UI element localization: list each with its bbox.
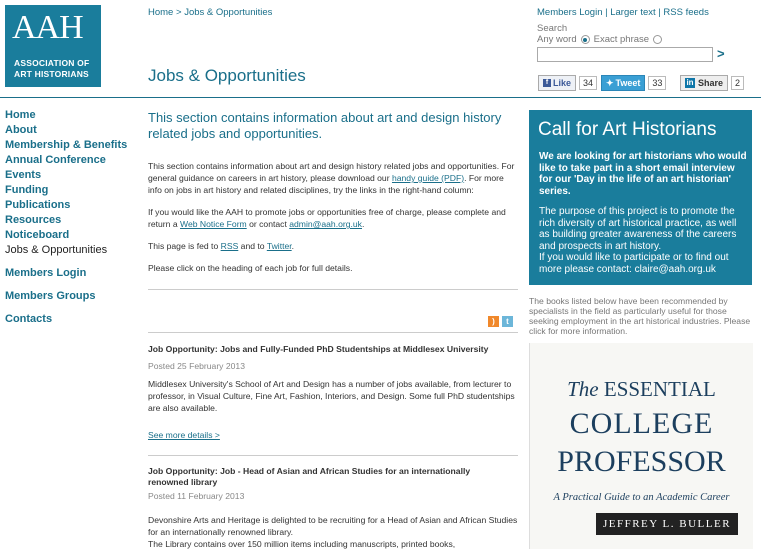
linkedin-icon: in: [686, 78, 694, 87]
breadcrumb-home[interactable]: Home: [148, 7, 174, 18]
book-author: JEFFREY L. BULLER: [596, 513, 738, 535]
exact-phrase-label: Exact phrase: [593, 34, 650, 45]
facebook-like-button[interactable]: f Like: [538, 75, 576, 91]
nav-home[interactable]: Home: [5, 109, 36, 121]
members-login-link[interactable]: Members Login: [537, 7, 603, 18]
nav-members-login[interactable]: Members Login: [5, 267, 87, 279]
rss-feeds-link[interactable]: RSS feeds: [663, 7, 709, 18]
job-title-1[interactable]: Job Opportunity: Jobs and Fully-Funded PhD Studentships at Middlesex University: [148, 344, 489, 354]
rss-icon[interactable]: ): [488, 316, 499, 327]
job-title-2[interactable]: Job Opportunity: Job - Head of Asian and African Studies for an internationally renowned library: [148, 466, 471, 487]
job-date-1: Posted 25 February 2013: [148, 361, 245, 371]
aah-logo[interactable]: [5, 5, 101, 87]
content-divider: [148, 289, 518, 290]
job-date-2: Posted 11 February 2013: [148, 491, 245, 501]
header-divider: [0, 97, 761, 98]
books-note: The books listed below have been recommended by specialists in the field as particularly useful for those seeking employment in the art historical industries. Please click for more information.: [529, 296, 751, 336]
breadcrumb: Home > Jobs & Opportunities: [148, 7, 273, 18]
see-more-details-link[interactable]: See more details >: [148, 430, 220, 440]
job-body-2: Devonshire Arts and Heritage is delighted to be recruiting for a Head of Asian and African Studies for an internationally renowned library. The Library contains over 150 million items including manuscripts, printed books,: [148, 515, 518, 549]
tweet-count: 33: [648, 76, 666, 90]
job-divider-1: [148, 332, 518, 333]
twitter-icon[interactable]: t: [502, 316, 513, 327]
page-title: Jobs & Opportunities: [148, 66, 306, 85]
twitter-share: [601, 76, 666, 90]
promote-paragraph: If you would like the AAH to promote jobs or opportunities free of charge, please complete and return a Web Notice Form or contact admin@aah.org.uk.: [148, 207, 506, 229]
search-options: [537, 34, 662, 45]
nav-jobs-current[interactable]: Jobs & Opportunities: [5, 244, 108, 256]
twitter-bird-icon: ✦: [606, 77, 614, 88]
larger-text-link[interactable]: Larger text: [610, 7, 656, 18]
nav-about[interactable]: About: [5, 124, 37, 136]
facebook-like-count: 34: [579, 76, 597, 90]
nav-events[interactable]: Events: [5, 169, 42, 181]
search-input[interactable]: [537, 47, 713, 62]
left-nav: [5, 108, 127, 327]
call-for-art-historians-box: [529, 110, 752, 285]
intro-heading: This section contains information about art and design history related jobs and opportunities.: [148, 110, 502, 141]
feed-icons: [488, 316, 513, 327]
handy-guide-link[interactable]: handy guide (PDF): [391, 173, 465, 183]
book-title-line2: COLLEGE: [569, 407, 714, 440]
feed-paragraph: This page is fed to RSS and to Twitter.: [148, 241, 295, 251]
linkedin-share-button[interactable]: in Share: [680, 75, 728, 91]
nav-noticeboard[interactable]: Noticeboard: [5, 229, 70, 241]
tweet-button[interactable]: ✦ Tweet: [601, 75, 645, 91]
nav-annual-conference[interactable]: Annual Conference: [5, 154, 106, 166]
main-content: [148, 110, 518, 274]
nav-membership[interactable]: Membership & Benefits: [5, 139, 128, 151]
search-submit-button[interactable]: >: [717, 46, 725, 61]
utility-links: Members Login | Larger text | RSS feeds: [537, 7, 709, 18]
breadcrumb-current: Jobs & Opportunities: [184, 7, 273, 18]
search-label: Search: [537, 23, 568, 34]
logo-text: AAH: [12, 9, 83, 46]
click-heading-note: Please click on the heading of each job for full details.: [148, 263, 353, 273]
twitter-link[interactable]: Twitter: [266, 241, 292, 251]
linkedin-count: 2: [731, 76, 744, 90]
any-word-radio[interactable]: [581, 35, 590, 44]
any-word-label: Any word: [537, 34, 577, 45]
callbox-heading: Call for Art Historians: [538, 119, 717, 140]
book-cover[interactable]: [529, 343, 753, 549]
nav-members-groups[interactable]: Members Groups: [5, 290, 96, 302]
job-body-1: Middlesex University's School of Art and Design has a number of jobs available, from lecturer to professor, in Visual Culture, Fine Art, Fashion, Interiors, and Design. Some full PhD studentships are also available.: [148, 379, 515, 413]
facebook-icon: f: [543, 79, 551, 87]
book-title-line3: PROFESSOR: [557, 445, 726, 478]
exact-phrase-radio[interactable]: [653, 35, 662, 44]
callbox-bold-text: We are looking for art historians who would like to take part in a short email interview for our 'Day in the life of an art historian' series.: [539, 151, 747, 197]
book-title-line1: The ESSENTIAL: [567, 377, 716, 401]
nav-resources[interactable]: Resources: [5, 214, 62, 226]
book-subtitle: A Practical Guide to an Academic Career: [553, 492, 730, 503]
callbox-text: The purpose of this project is to promote the rich diversity of art historical practice, as well as building greater awareness of the careers and prospects in art history.: [539, 206, 737, 252]
job-divider-2: [148, 455, 518, 456]
intro-paragraph: This section contains information about art and design history related jobs and opportunities. For general guidance on careers in art history, please download our handy guide (PDF). For more info on jobs in art history and related disciplines, try the links in the right-hand column:: [148, 161, 515, 195]
facebook-like: [538, 76, 597, 90]
callbox-contact: If you would like to participate or to find out more please contact: claire@aah.org.uk: [539, 252, 729, 275]
web-notice-form-link[interactable]: Web Notice Form: [180, 219, 247, 229]
admin-email-link[interactable]: admin@aah.org.uk: [289, 219, 362, 229]
linkedin-share: [680, 76, 744, 90]
nav-contacts[interactable]: Contacts: [5, 313, 53, 325]
rss-link[interactable]: RSS: [220, 241, 239, 251]
logo-subtitle: ASSOCIATION OF ART HISTORIANS: [14, 58, 90, 79]
nav-publications[interactable]: Publications: [5, 199, 71, 211]
nav-funding[interactable]: Funding: [5, 184, 49, 196]
